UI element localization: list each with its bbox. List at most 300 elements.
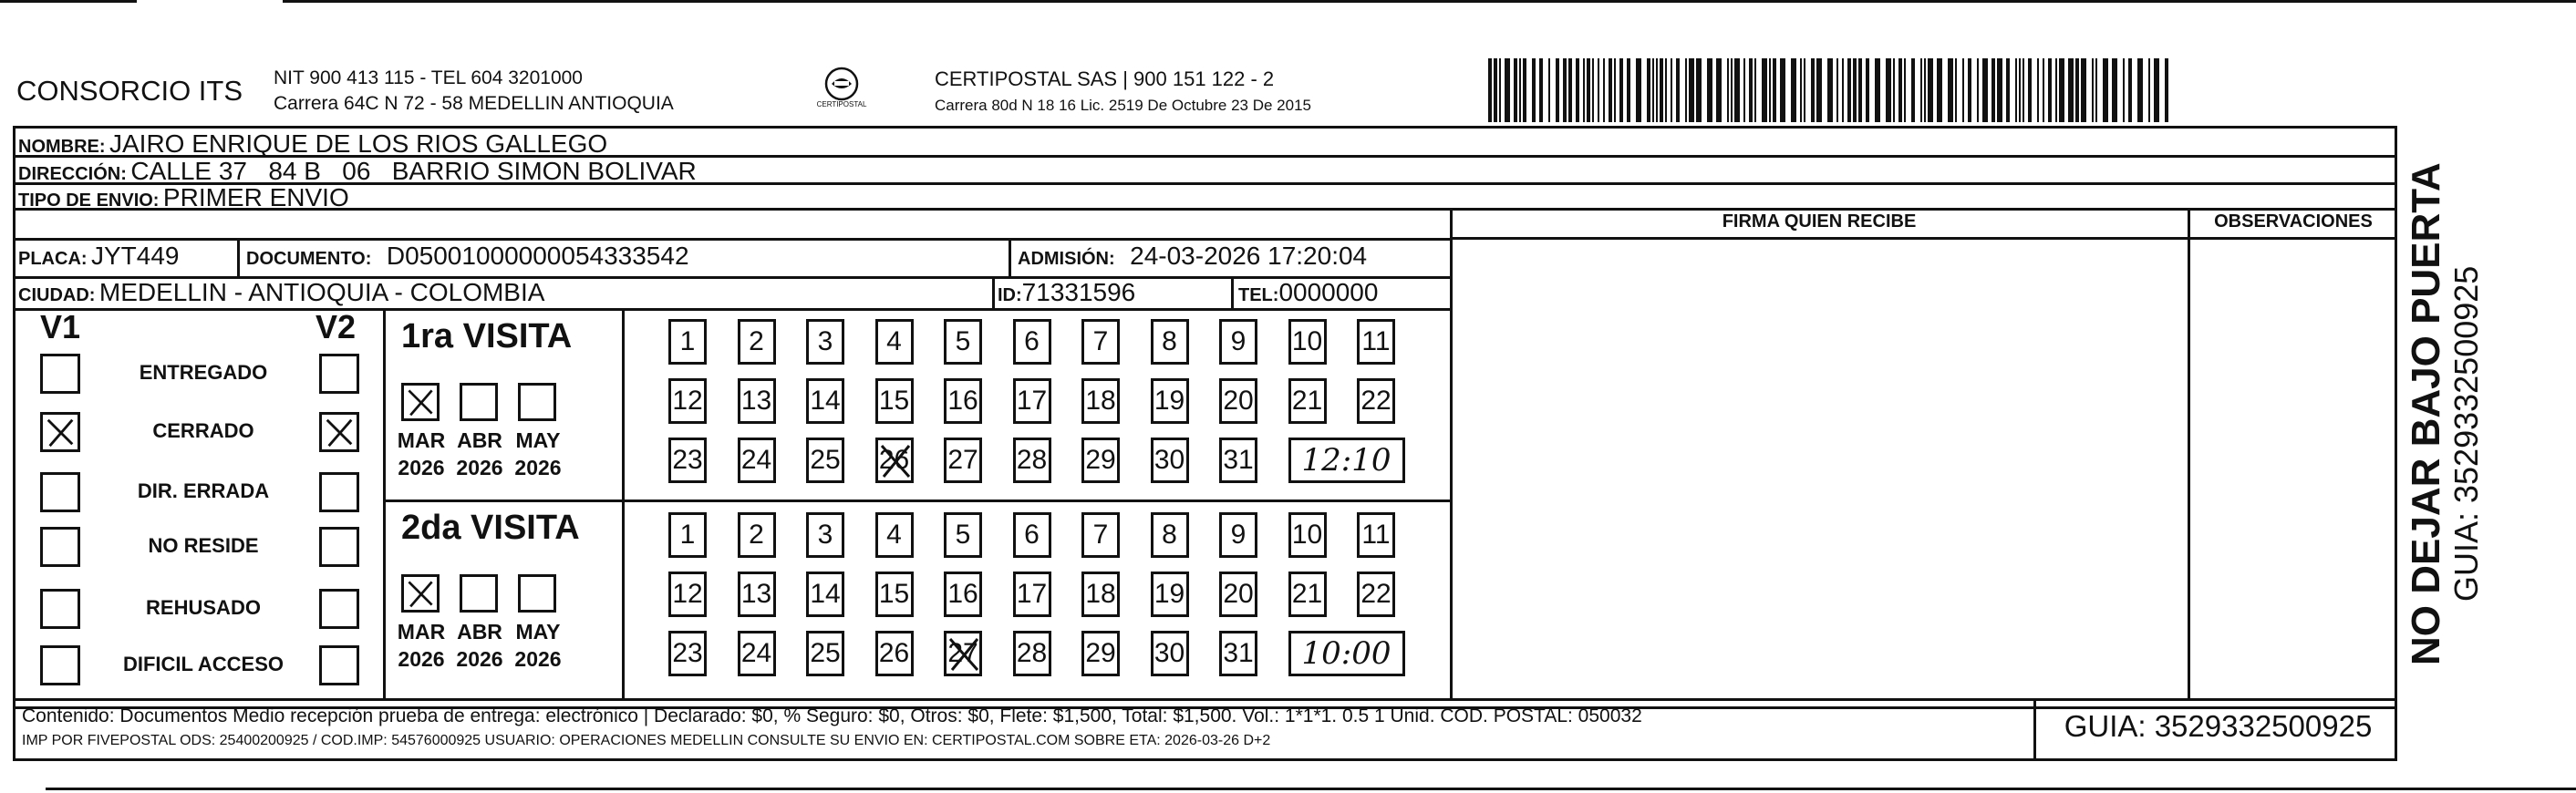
first-visit-day-14[interactable] [806, 378, 844, 424]
status-reason-label: NO RESIDE [148, 534, 259, 557]
barcode-bar [2081, 58, 2086, 122]
barcode-bar [2148, 58, 2150, 122]
day-number: 2 [749, 326, 764, 356]
second-visit-day-19[interactable] [1151, 572, 1189, 617]
nombre-label: NOMBRE: [18, 137, 106, 157]
barcode-bar [1636, 58, 1641, 122]
second-visit-day-9[interactable] [1219, 512, 1257, 558]
tipo-label: TIPO DE ENVIO: [18, 191, 160, 211]
v2-checkbox-5[interactable] [319, 589, 359, 629]
barcode-bar [1804, 58, 1805, 122]
visit-divider-line [383, 499, 1452, 502]
second-visit-day-20[interactable] [1219, 572, 1257, 617]
v1-checkbox-2[interactable] [40, 412, 80, 452]
col-line-obs [2188, 208, 2190, 698]
day-number: 7 [1092, 326, 1109, 356]
day-number: 10 [1291, 520, 1323, 550]
tel-value: 0000000 [1278, 278, 1379, 306]
direccion-label: DIRECCIÓN: [18, 164, 127, 184]
first-visit-day-5[interactable] [944, 319, 982, 365]
barcode-bar [2128, 58, 2132, 122]
first-visit-day-15[interactable] [875, 378, 914, 424]
first-visit-day-3[interactable] [806, 319, 844, 365]
day-number: 23 [672, 638, 703, 668]
barcode-bar [2059, 58, 2064, 122]
second-visit-day-29[interactable] [1081, 631, 1120, 676]
status-reason-label: REHUSADO [146, 596, 261, 619]
barcode-bar [1734, 58, 1740, 122]
barcode-bar [1928, 58, 1933, 122]
barcode-bar [1800, 58, 1802, 122]
top-edge-line-2 [283, 0, 2576, 3]
admision-value: 24-03-2026 17:20:04 [1130, 242, 1368, 270]
footer-left-line [13, 698, 16, 758]
barcode-bar [1749, 58, 1753, 122]
barcode-bar [1754, 58, 1756, 122]
day-number: 1 [679, 326, 696, 356]
barcode-bar [1982, 58, 1988, 122]
barcode-bar [2165, 58, 2168, 122]
first-visit-day-9[interactable] [1219, 319, 1257, 365]
carrier-name: CERTIPOSTAL SAS | 900 151 122 - 2 [935, 67, 1275, 90]
second-visit-day-15[interactable] [875, 572, 914, 617]
second-visit-day-8[interactable] [1151, 512, 1189, 558]
first-visit-time-box[interactable] [1288, 438, 1405, 483]
first-visit-month-checkbox-2[interactable] [460, 383, 498, 421]
firma-header: FIRMA QUIEN RECIBE [1722, 211, 1917, 232]
barcode-bar [2123, 58, 2125, 122]
second-visit-day-26[interactable] [875, 631, 914, 676]
company-nit: NIT 900 413 115 - TEL 604 3201000 [274, 67, 583, 88]
col-line-days [622, 308, 625, 698]
first-visit-day-25[interactable] [806, 438, 844, 483]
barcode-bar [1743, 58, 1745, 122]
first-visit-month-label: MAY [515, 428, 561, 452]
barcode-bar [1587, 58, 1590, 122]
first-visit-year-label: 2026 [514, 456, 562, 479]
id-value: 71331596 [1021, 278, 1136, 306]
first-visit-day-4[interactable] [875, 319, 914, 365]
v1-header: V1 [40, 308, 81, 345]
barcode-bar [1977, 58, 1979, 122]
second-visit-day-25[interactable] [806, 631, 844, 676]
ciudad-label: CIUDAD: [18, 285, 96, 305]
day-number: 24 [740, 638, 772, 668]
barcode-bar [1499, 58, 1501, 122]
first-visit-month-checkbox-1[interactable] [401, 383, 440, 421]
day-number: 3 [817, 520, 833, 550]
barcode-bar [1716, 58, 1722, 122]
barcode-bar [1619, 58, 1623, 122]
second-visit-time-box[interactable] [1288, 631, 1405, 676]
barcode-bar [1505, 58, 1510, 122]
first-visit-day-30[interactable] [1151, 438, 1189, 483]
second-visit-day-11[interactable] [1357, 512, 1395, 558]
day-number: 10 [1291, 326, 1323, 356]
barcode-bar [1514, 58, 1517, 122]
barcode-bar [2154, 58, 2159, 122]
barcode-bar [1904, 58, 1906, 122]
no-dejar-warning: NO DEJAR BAJO PUERTA [2404, 162, 2448, 665]
barcode-bar [1488, 58, 1492, 122]
col-line-tel [1231, 276, 1234, 308]
v1-checkbox-4[interactable] [40, 527, 80, 567]
day-number: 18 [1085, 386, 1116, 416]
first-visit-title: 1ra VISITA [401, 317, 573, 355]
first-visit-day-26[interactable] [875, 438, 914, 483]
company-address: Carrera 64C N 72 - 58 MEDELLIN ANTIOQUIA [274, 93, 674, 114]
first-visit-day-6[interactable] [1013, 319, 1051, 365]
day-number: 19 [1154, 386, 1185, 416]
v2-header: V2 [316, 308, 357, 345]
barcode-bar [2075, 58, 2079, 122]
col-line-id [992, 276, 995, 308]
barcode-bar [1583, 58, 1585, 122]
first-visit-day-27[interactable] [944, 438, 982, 483]
day-number: 8 [1162, 520, 1177, 550]
row-line-footer [13, 698, 2397, 701]
first-visit-month-label: ABR [457, 428, 502, 452]
tipo-row [18, 183, 349, 212]
barcode-bar [1656, 58, 1658, 122]
bottom-edge-line [46, 788, 2576, 790]
second-visit-day-13[interactable] [738, 572, 776, 617]
day-number: 22 [1360, 579, 1391, 609]
day-number: 21 [1291, 579, 1323, 609]
day-number: 30 [1154, 445, 1185, 475]
first-visit-day-2[interactable] [738, 319, 776, 365]
tipo-value: PRIMER ENVIO [162, 183, 349, 211]
day-number: 29 [1085, 638, 1116, 668]
second-visit-day-23[interactable] [668, 631, 707, 676]
barcode-bar [1598, 58, 1599, 122]
barcode-bar [1827, 58, 1833, 122]
second-visit-day-21[interactable] [1288, 572, 1327, 617]
first-visit-day-28[interactable] [1013, 438, 1051, 483]
day-number: 20 [1223, 386, 1254, 416]
barcode-bar [2068, 58, 2074, 122]
second-visit-day-5[interactable] [944, 512, 982, 558]
first-visit-day-11[interactable] [1357, 319, 1395, 365]
day-number: 19 [1154, 579, 1185, 609]
second-visit-day-27[interactable] [944, 631, 982, 676]
row-line-right [1452, 237, 2397, 240]
day-number: 6 [1024, 326, 1040, 356]
first-visit-day-7[interactable] [1081, 319, 1120, 365]
day-number: 16 [947, 579, 978, 609]
barcode-bar [1847, 58, 1851, 122]
barcode-bar [1556, 58, 1559, 122]
barcode-bar [1991, 58, 1995, 122]
v1-checkbox-1[interactable] [40, 354, 80, 394]
barcode-bar [1707, 58, 1712, 122]
footer-content-line: Contenido: Documentos Medio recepción prueba de entrega: electrónico | Declarado: $0, % Seguro: $0, Otros: $0, Flete: $1,500, Total: $1,500. Vol.: 1*1*1. 0.5 1 Unid. COD. POSTAL: 050032 [22, 705, 1642, 726]
first-visit-day-1[interactable] [668, 319, 707, 365]
barcode-bar [2137, 58, 2143, 122]
first-visit-month-checkbox-3[interactable] [518, 383, 556, 421]
barcode-bar [1676, 58, 1680, 122]
id-label: ID: [998, 285, 1022, 305]
day-number: 27 [947, 638, 978, 668]
barcode-bar [1955, 58, 1957, 122]
day-number: 12 [672, 386, 703, 416]
day-number: 24 [740, 445, 772, 475]
second-visit-day-17[interactable] [1013, 572, 1051, 617]
barcode-bar [1603, 58, 1605, 122]
documento-value: D05001000000054333542 [386, 242, 689, 270]
direccion-value: CALLE 37 84 B 06 BARRIO SIMON BOLIVAR [130, 157, 697, 185]
barcode-bar [1627, 58, 1630, 122]
day-number: 14 [810, 386, 841, 416]
second-visit-day-7[interactable] [1081, 512, 1120, 558]
barcode-bar [1924, 58, 1926, 122]
day-number: 4 [886, 326, 902, 356]
first-visit-day-13[interactable] [738, 378, 776, 424]
first-visit-month-label: MAR [397, 428, 446, 452]
footer-bottom-line [13, 758, 2397, 761]
day-number: 15 [878, 386, 910, 416]
first-visit-day-20[interactable] [1219, 378, 1257, 424]
barcode-bar [1727, 58, 1729, 122]
barcode-bar [1875, 58, 1880, 122]
day-number: 18 [1085, 579, 1116, 609]
barcode-bar [1780, 58, 1785, 122]
day-number: 13 [740, 579, 772, 609]
day-number: 1 [679, 520, 696, 550]
barcode-bar [2092, 58, 2094, 122]
day-number: 11 [1361, 326, 1391, 356]
barcode-bar [2112, 58, 2117, 122]
barcode-bar [1811, 58, 1815, 122]
day-number: 30 [1154, 638, 1185, 668]
first-visit-day-18[interactable] [1081, 378, 1120, 424]
nombre-value: JAIRO ENRIQUE DE LOS RIOS GALLEGO [109, 129, 608, 158]
barcode-bar [1816, 58, 1822, 122]
first-visit-year-label: 2026 [398, 456, 445, 479]
second-visit-year-label: 2026 [514, 647, 562, 671]
nombre-row [18, 129, 607, 159]
certipostal-logo [814, 62, 869, 117]
status-reason-label: ENTREGADO [139, 361, 268, 384]
second-visit-month-label: MAR [397, 620, 446, 644]
v1-checkbox-3[interactable] [40, 472, 80, 512]
row-line-6 [13, 308, 1452, 311]
first-visit-day-16[interactable] [944, 378, 982, 424]
barcode-bar [2037, 58, 2039, 122]
second-visit-day-31[interactable] [1219, 631, 1257, 676]
v2-checkbox-2[interactable] [319, 412, 359, 452]
day-number: 7 [1092, 520, 1109, 550]
placa-row [18, 242, 180, 271]
footer-guia: GUIA: 3529332500925 [2064, 709, 2373, 743]
day-number: 5 [955, 326, 971, 356]
second-visit-day-4[interactable] [875, 512, 914, 558]
day-number: 21 [1291, 386, 1323, 416]
documento-row [246, 242, 689, 271]
day-number: 8 [1162, 326, 1177, 356]
observaciones-header: OBSERVACIONES [2214, 211, 2373, 232]
second-visit-month-checkbox-1[interactable] [401, 574, 440, 613]
ciudad-value: MEDELLIN - ANTIOQUIA - COLOMBIA [98, 278, 545, 306]
col-line-firma [1450, 208, 1453, 698]
v2-checkbox-4[interactable] [319, 527, 359, 567]
second-visit-day-3[interactable] [806, 512, 844, 558]
second-visit-day-12[interactable] [668, 572, 707, 617]
barcode-bar [1920, 58, 1922, 122]
second-visit-month-label: MAY [515, 620, 561, 644]
first-visit-day-24[interactable] [738, 438, 776, 483]
day-number: 3 [817, 326, 833, 356]
first-visit-day-31[interactable] [1219, 438, 1257, 483]
barcode-bar [1911, 58, 1915, 122]
second-visit-month-checkbox-2[interactable] [460, 574, 498, 613]
tel-label: TEL: [1238, 285, 1279, 305]
direccion-row [18, 157, 697, 186]
first-visit-day-19[interactable] [1151, 378, 1189, 424]
second-visit-day-22[interactable] [1357, 572, 1395, 617]
barcode-bar [1539, 58, 1543, 122]
row-line-3 [13, 208, 2397, 211]
col-line-admision [1009, 238, 1011, 276]
barcode-bar [2023, 58, 2024, 122]
day-number: 25 [810, 445, 841, 475]
second-visit-year-label: 2026 [398, 647, 445, 671]
second-visit-day-28[interactable] [1013, 631, 1051, 676]
barcode-bar [1660, 58, 1663, 122]
barcode-bar [1853, 58, 1857, 122]
second-visit-month-checkbox-3[interactable] [518, 574, 556, 613]
first-visit-year-label: 2026 [456, 456, 503, 479]
barcode-bar [1968, 58, 1971, 122]
barcode-bar [1532, 58, 1536, 122]
status-reason-label: DIFICIL ACCESO [122, 653, 284, 675]
v1-checkbox-5[interactable] [40, 589, 80, 629]
day-number: 17 [1016, 579, 1048, 609]
day-number: 12 [672, 579, 703, 609]
first-visit-day-21[interactable] [1288, 378, 1327, 424]
barcode-bar [2043, 58, 2044, 122]
admision-row [1018, 242, 1367, 271]
day-number: 4 [886, 520, 902, 550]
second-visit-title: 2da VISITA [401, 509, 580, 547]
day-number: 17 [1016, 386, 1048, 416]
barcode-bar [1962, 58, 1964, 122]
day-number: 27 [947, 445, 978, 475]
barcode-bar [1548, 58, 1550, 122]
second-visit-day-14[interactable] [806, 572, 844, 617]
ciudad-row [18, 278, 544, 307]
day-number: 20 [1223, 579, 1254, 609]
barcode-bar [1842, 58, 1844, 122]
first-visit-time-value: 12:10 [1301, 442, 1391, 479]
barcode-bar [1568, 58, 1572, 122]
day-number: 6 [1024, 520, 1040, 550]
barcode-bar [1671, 58, 1672, 122]
barcode-bar [1665, 58, 1667, 122]
barcode-bar [1685, 58, 1687, 122]
second-visit-day-10[interactable] [1288, 512, 1327, 558]
v2-checkbox-1[interactable] [319, 354, 359, 394]
first-visit-day-17[interactable] [1013, 378, 1051, 424]
barcode-bar [1576, 58, 1579, 122]
second-visit-day-30[interactable] [1151, 631, 1189, 676]
barcode-bar [1948, 58, 1953, 122]
logo-text: CERTIPOSTAL [816, 100, 867, 108]
barcode-bar [2028, 58, 2032, 122]
day-number: 31 [1223, 445, 1254, 475]
barcode-bar [1614, 58, 1616, 122]
day-number: 23 [672, 445, 703, 475]
second-visit-time-value: 10:00 [1301, 635, 1391, 672]
day-number: 13 [740, 386, 772, 416]
second-visit-day-2[interactable] [738, 512, 776, 558]
documento-label: DOCUMENTO: [246, 249, 372, 269]
day-cross-mark [878, 440, 913, 494]
barcode-bar [2103, 58, 2108, 122]
barcode-bar [1523, 58, 1526, 122]
second-visit-day-16[interactable] [944, 572, 982, 617]
barcode-bar [1773, 58, 1776, 122]
first-visit-day-22[interactable] [1357, 378, 1395, 424]
day-number: 28 [1016, 638, 1048, 668]
status-reason-label: CERRADO [152, 419, 254, 442]
barcode-bar [2015, 58, 2017, 122]
barcode-bar [1689, 58, 1694, 122]
barcode-bar [1898, 58, 1902, 122]
first-visit-day-12[interactable] [668, 378, 707, 424]
second-visit-day-24[interactable] [738, 631, 776, 676]
barcode-bar [2095, 58, 2097, 122]
barcode-bar [1494, 58, 1497, 122]
barcode-bar [1893, 58, 1895, 122]
placa-value: JYT449 [91, 242, 180, 270]
footer-right-line [2395, 698, 2397, 758]
v2-checkbox-6[interactable] [319, 645, 359, 685]
first-visit-day-29[interactable] [1081, 438, 1120, 483]
barcode-bar [2019, 58, 2021, 122]
first-visit-day-8[interactable] [1151, 319, 1189, 365]
day-number: 31 [1223, 638, 1254, 668]
top-edge-line [0, 0, 137, 3]
day-number: 26 [878, 445, 910, 475]
barcode-bar [2006, 58, 2010, 122]
day-number: 28 [1016, 445, 1048, 475]
second-visit-day-1[interactable] [668, 512, 707, 558]
second-visit-day-6[interactable] [1013, 512, 1051, 558]
barcode-bar [1769, 58, 1771, 122]
second-visit-year-label: 2026 [456, 647, 503, 671]
barcode-bar [1563, 58, 1567, 122]
day-cross-mark [947, 633, 981, 687]
barcode-bar [1652, 58, 1654, 122]
footer-print-line: IMP POR FIVEPOSTAL ODS: 25400200925 / COD.IMP: 54576000925 USUARIO: OPERACIONES MEDELLIN CONSULTE SU ENVIO EN: CERTIPOSTAL.COM SOBRE ETA: 2026-03-26 D+2 [22, 733, 1271, 748]
barcode-bar [2048, 58, 2052, 122]
barcode-bar [1866, 58, 1869, 122]
barcode-bar [1997, 58, 2002, 122]
first-visit-day-23[interactable] [668, 438, 707, 483]
tel-row [1238, 278, 1378, 307]
side-guia: GUIA: 3529332500925 [2447, 265, 2485, 602]
day-number: 25 [810, 638, 841, 668]
barcode-bar [1609, 58, 1612, 122]
barcode-bar [1886, 58, 1891, 122]
day-number: 26 [878, 638, 910, 668]
second-visit-day-18[interactable] [1081, 572, 1120, 617]
v2-checkbox-3[interactable] [319, 472, 359, 512]
v1-checkbox-6[interactable] [40, 645, 80, 685]
day-number: 16 [947, 386, 978, 416]
first-visit-day-10[interactable] [1288, 319, 1327, 365]
